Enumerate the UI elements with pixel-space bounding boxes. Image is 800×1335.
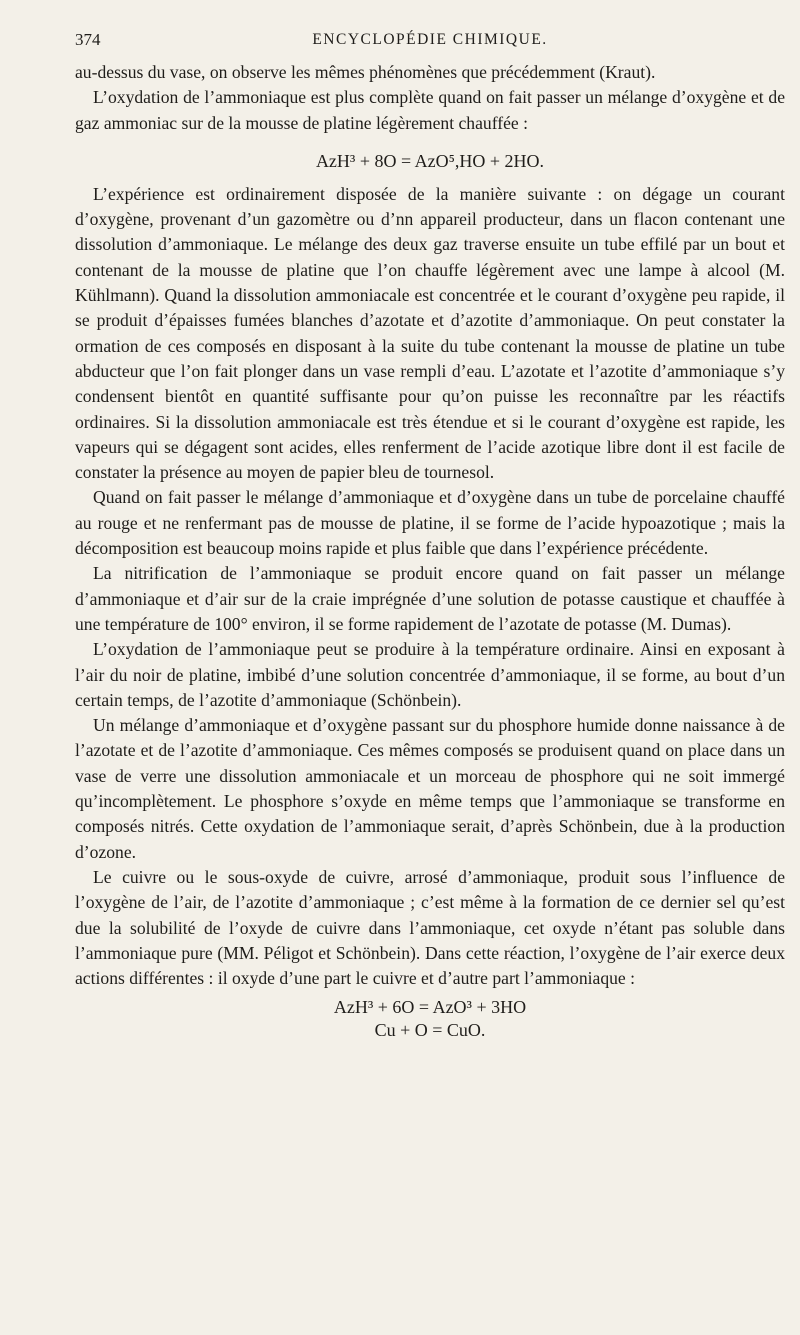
paragraph: L’oxydation de l’ammoniaque peut se produire à la température ordinaire. Ainsi en exposant à l’air du noir de platine, imbibé d’une solution concentrée d’ammoniaque, il se forme, au bout d’un certain temps, de l’azotite d’ammoniaque (Schönbein). (75, 639, 785, 710)
equation-block (75, 996, 785, 1042)
page-body (75, 60, 785, 1042)
equation-oxidation: AzH³ + 8O = AzO⁵,HO + 2HO. (315, 150, 545, 171)
page-number: 374 (75, 30, 101, 49)
page-header (75, 30, 785, 54)
paragraph: Le cuivre ou le sous-oxyde de cuivre, arrosé d’ammoniaque, produit sous l’influence de l’oxygène de l’air, de l’azotite d’ammoniaque ; c’est même à la formation de ce dernier sel qu’est due la solubilité de l’oxyde de cuivre dans l’ammoniaque, cet oxyde n’étant pas soluble dans l’ammoniaque pure (MM. Péligot et Schönbein). Dans cette réaction, l’oxygène de l’air exerce deux actions différentes : il oxyde d’une part le cuivre et d’autre part l’ammoniaque : (75, 866, 785, 989)
paragraph: Quand on fait passer le mélange d’ammoniaque et d’oxygène dans un tube de porcelaine chauffé au rouge et ne renfermant pas de mousse de platine, il se forme de l’acide hypoazotique ; mais la décomposition est beaucoup moins rapide et plus faible que dans l’expérience précédente. (75, 487, 785, 559)
equation-copper: Cu + O = CuO. (374, 1020, 486, 1041)
paragraph: Un mélange d’ammoniaque et d’oxygène passant sur du phosphore humide donne naissance à de l’azotate et de l’azotite d’ammoniaque. Ces mêmes composés se produisent quand on place dans un vase de verre une dissolution ammoniacale et un morceau de phosphore qui ne soit immergé qu’incomplètement. Le phosphore s’oxyde en même temps que l’ammoniaque se transforme en composés nitrés. Cette oxydation de l’ammoniaque serait, d’après Schönbein, due à la production d’ozone. (75, 715, 785, 862)
paragraph: au-dessus du vase, on observe les mêmes phénomènes que précédemment (Kraut). (75, 62, 656, 82)
paragraph: L’oxydation de l’ammoniaque est plus complète quand on fait passer un mélange d’oxygène et de gaz ammoniac sur de la mousse de platine légèrement chauffée : (75, 87, 785, 133)
equation-ammonia: AzH³ + 6O = AzO³ + 3HO (333, 997, 527, 1018)
running-title: ENCYCLOPÉDIE CHIMIQUE. (312, 31, 548, 48)
paragraph: L’expérience est ordinairement disposée de la manière suivante : on dégage un courant d’oxygène, provenant d’un gazomètre ou d’nn appareil producteur, dans un flacon contenant une dissolution d’ammoniaque. Le mélange des deux gaz traverse ensuite un tube effilé par un bout et contenant de la mousse de platine que l’on chauffe légèrement avec une lampe à alcool (M. Kühlmann). Quand la dissolution ammoniacale est concentrée et le courant d’oxygène peu rapide, il se produit d’épaisses fumées blanches d’azotate et d’azotite d’ammoniaque. On peut constater la ormation de ces composés en disposant à la suite du tube contenant la mousse de platine un tube abducteur que l’on fait plonger dans un vase rempli d’eau. L’azotate et l’azotite d’ammoniaque s’y condensent bientôt en quantité suffisante pour qu’on puisse les reconnaître par les réactifs ordinaires. Si la dissolution ammoniacale est très étendue et si le courant d’oxygène est rapide, les vapeurs qui se dégagent sont acides, elles renferment de l’acide azotique libre dont il est facile de constater la présence au moyen de papier bleu de tournesol. (75, 183, 785, 483)
paragraph: La nitrification de l’ammoniaque se produit encore quand on fait passer un mélange d’ammoniaque et d’air sur de la craie imprégnée d’une solution de potasse caustique et chauffée à une température de 100° environ, il se forme rapidement de l’azotate de potasse (M. Dumas). (75, 563, 785, 634)
